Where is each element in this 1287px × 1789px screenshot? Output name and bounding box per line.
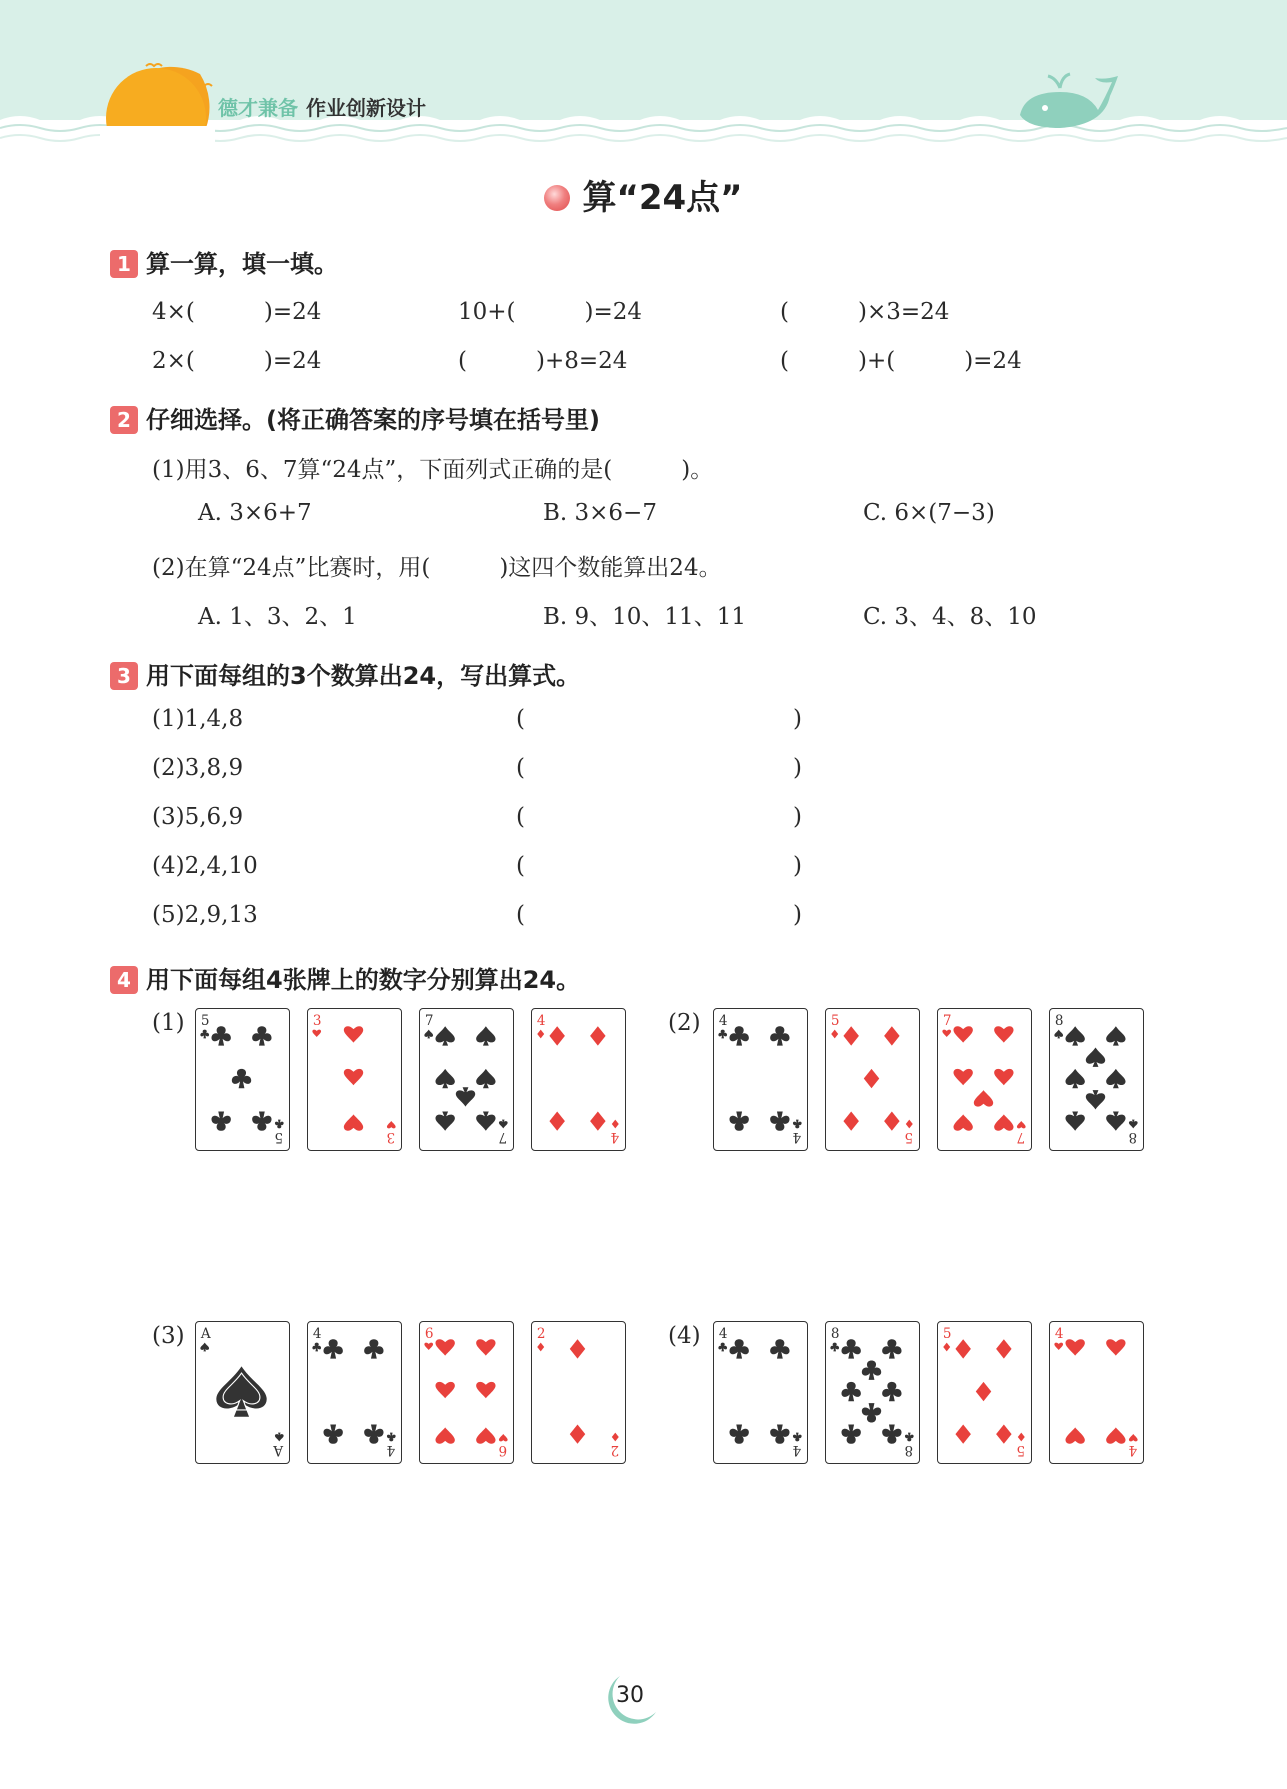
q4-group-label-4: (4) bbox=[668, 1323, 701, 1349]
diamond-icon bbox=[976, 1382, 991, 1401]
club-icon bbox=[862, 1403, 881, 1422]
playing-card-1-1 bbox=[195, 1008, 290, 1151]
card-rank-top: A bbox=[200, 1326, 211, 1343]
card-rank-bottom: 4 bbox=[610, 1128, 620, 1145]
spade-icon bbox=[1065, 1111, 1084, 1130]
q3-item-2: (2)3,8,9 bbox=[152, 755, 244, 781]
playing-card-3-1 bbox=[195, 1321, 290, 1464]
spade-icon bbox=[476, 1069, 495, 1088]
card-face bbox=[714, 1322, 806, 1462]
club-icon bbox=[364, 1339, 383, 1358]
q3-number: 3 bbox=[110, 662, 138, 690]
club-icon bbox=[770, 1026, 789, 1045]
club-icon bbox=[841, 1424, 860, 1443]
card-rank-top: 6 bbox=[424, 1326, 434, 1343]
club-icon bbox=[364, 1424, 383, 1443]
heart-icon bbox=[312, 1030, 321, 1037]
diamond-icon bbox=[537, 1343, 544, 1352]
heart-icon bbox=[387, 1121, 396, 1128]
playing-card-4-4 bbox=[1049, 1321, 1144, 1464]
diamond-icon bbox=[943, 1343, 950, 1352]
heart-icon bbox=[953, 1069, 972, 1085]
q1-heading-text: 算一算，填一填。 bbox=[146, 250, 338, 278]
playing-card-1-2 bbox=[307, 1008, 402, 1151]
q4-group-label-2: (2) bbox=[668, 1010, 701, 1036]
q2-sub1-option-c: C. 6×(7−3) bbox=[863, 500, 995, 526]
card-rank-top: 7 bbox=[942, 1013, 952, 1030]
q2-sub2-option-b: B. 9、10、11、11 bbox=[543, 604, 746, 630]
heart-icon bbox=[1106, 1339, 1125, 1355]
card-rank-bottom: 7 bbox=[1016, 1128, 1026, 1145]
club-icon bbox=[200, 1030, 209, 1039]
diamond-icon bbox=[612, 1433, 619, 1442]
card-rank-top: 4 bbox=[718, 1013, 728, 1030]
q3-paren-open-5: ( bbox=[516, 902, 525, 928]
club-icon bbox=[862, 1361, 881, 1380]
heart-icon bbox=[1017, 1121, 1026, 1128]
q3-paren-close-1: ) bbox=[793, 706, 802, 732]
spade-icon bbox=[1106, 1069, 1125, 1088]
q1-item-6: ( )+( )=24 bbox=[780, 348, 1022, 374]
card-rank-top: 4 bbox=[536, 1013, 546, 1030]
card-rank-top: 4 bbox=[1054, 1326, 1064, 1343]
card-rank-bottom: 5 bbox=[1016, 1441, 1026, 1458]
q3-paren-close-5: ) bbox=[793, 902, 802, 928]
card-face bbox=[938, 1322, 1030, 1462]
heart-icon bbox=[1129, 1434, 1138, 1441]
card-rank-top: 4 bbox=[312, 1326, 322, 1343]
diamond-icon bbox=[570, 1339, 585, 1358]
heart-icon bbox=[499, 1434, 508, 1441]
q1-item-2: 10+( )=24 bbox=[458, 299, 643, 325]
card-face bbox=[532, 1009, 624, 1149]
spade-icon bbox=[435, 1111, 454, 1130]
diamond-icon bbox=[955, 1424, 970, 1443]
heart-icon bbox=[476, 1382, 495, 1398]
q3-paren-close-3: ) bbox=[793, 804, 802, 830]
club-icon bbox=[387, 1433, 396, 1442]
diamond-icon bbox=[864, 1069, 879, 1088]
q3-paren-open-2: ( bbox=[516, 755, 525, 781]
club-icon bbox=[770, 1424, 789, 1443]
club-icon bbox=[312, 1343, 321, 1352]
card-face bbox=[714, 1009, 806, 1149]
heart-icon bbox=[994, 1026, 1013, 1042]
club-icon bbox=[882, 1382, 901, 1401]
q3-item-3: (3)5,6,9 bbox=[152, 804, 244, 830]
heart-icon bbox=[424, 1343, 433, 1350]
card-rank-top: 4 bbox=[718, 1326, 728, 1343]
card-face bbox=[826, 1322, 918, 1462]
card-face bbox=[826, 1009, 918, 1149]
club-icon bbox=[830, 1343, 839, 1352]
diamond-icon bbox=[570, 1424, 585, 1443]
spade-icon bbox=[1086, 1048, 1105, 1067]
q3-item-5: (5)2,9,13 bbox=[152, 902, 258, 928]
card-rank-bottom: 7 bbox=[498, 1128, 508, 1145]
diamond-icon bbox=[884, 1026, 899, 1045]
diamond-icon bbox=[831, 1030, 838, 1039]
club-icon bbox=[729, 1026, 748, 1045]
spade-icon bbox=[1065, 1026, 1084, 1045]
heart-icon bbox=[476, 1427, 495, 1443]
heart-icon bbox=[1065, 1427, 1084, 1443]
page-title bbox=[0, 170, 1287, 219]
club-icon bbox=[323, 1339, 342, 1358]
club-icon bbox=[841, 1339, 860, 1358]
diamond-icon bbox=[590, 1026, 605, 1045]
card-face bbox=[420, 1009, 512, 1149]
card-rank-bottom: 4 bbox=[792, 1441, 802, 1458]
playing-card-3-3 bbox=[419, 1321, 514, 1464]
card-face bbox=[196, 1322, 288, 1462]
diamond-icon bbox=[955, 1339, 970, 1358]
q4-heading bbox=[110, 960, 580, 995]
card-face bbox=[1050, 1009, 1142, 1149]
q4-number: 4 bbox=[110, 966, 138, 994]
heart-icon bbox=[435, 1339, 454, 1355]
heart-icon bbox=[344, 1069, 363, 1085]
card-face bbox=[1050, 1322, 1142, 1462]
club-icon bbox=[882, 1424, 901, 1443]
diamond-icon bbox=[590, 1111, 605, 1130]
spade-icon bbox=[456, 1087, 475, 1106]
q2-sub1-option-b: B. 3×6−7 bbox=[543, 500, 657, 526]
spade-icon bbox=[1106, 1026, 1125, 1045]
q1-heading bbox=[110, 244, 338, 279]
diamond-icon bbox=[906, 1120, 913, 1129]
q1-item-4: 2×( )=24 bbox=[152, 348, 322, 374]
heart-icon bbox=[953, 1026, 972, 1042]
q1-item-5: ( )+8=24 bbox=[458, 348, 628, 374]
playing-card-1-4 bbox=[531, 1008, 626, 1151]
club-icon bbox=[729, 1339, 748, 1358]
playing-card-4-2 bbox=[825, 1321, 920, 1464]
card-rank-bottom: 5 bbox=[274, 1128, 284, 1145]
header-decoration bbox=[0, 0, 1287, 150]
card-face bbox=[308, 1009, 400, 1149]
card-rank-top: 2 bbox=[536, 1326, 546, 1343]
brand-part2: 作业创新设计 bbox=[306, 96, 426, 120]
playing-card-2-1 bbox=[713, 1008, 808, 1151]
club-icon bbox=[793, 1120, 802, 1129]
club-icon bbox=[252, 1111, 271, 1130]
q4-group-label-1: (1) bbox=[152, 1010, 185, 1036]
title-bullet-icon bbox=[544, 185, 570, 211]
spade-icon bbox=[1129, 1120, 1138, 1129]
spade-icon bbox=[435, 1026, 454, 1045]
q3-heading-text: 用下面每组的3个数算出24，写出算式。 bbox=[146, 662, 581, 690]
spade-icon bbox=[499, 1120, 508, 1129]
q3-paren-close-2: ) bbox=[793, 755, 802, 781]
card-rank-bottom: 4 bbox=[792, 1128, 802, 1145]
spade-icon bbox=[275, 1433, 284, 1442]
card-rank-top: 5 bbox=[942, 1326, 952, 1343]
page-number bbox=[600, 1670, 660, 1730]
q3-paren-open-4: ( bbox=[516, 853, 525, 879]
spade-icon bbox=[200, 1343, 209, 1352]
heart-icon bbox=[435, 1427, 454, 1443]
spade-icon bbox=[1106, 1111, 1125, 1130]
card-rank-bottom: 5 bbox=[904, 1128, 914, 1145]
card-rank-bottom: 4 bbox=[386, 1441, 396, 1458]
q1-number: 1 bbox=[110, 250, 138, 278]
playing-card-2-2 bbox=[825, 1008, 920, 1151]
club-icon bbox=[770, 1339, 789, 1358]
playing-card-2-3 bbox=[937, 1008, 1032, 1151]
heart-icon bbox=[1054, 1343, 1063, 1350]
card-rank-bottom: 8 bbox=[1128, 1128, 1138, 1145]
card-rank-bottom: 8 bbox=[904, 1441, 914, 1458]
card-face bbox=[532, 1322, 624, 1462]
playing-card-3-4 bbox=[531, 1321, 626, 1464]
club-icon bbox=[275, 1120, 284, 1129]
card-face bbox=[420, 1322, 512, 1462]
card-rank-top: 3 bbox=[312, 1013, 322, 1030]
spade-icon bbox=[1086, 1090, 1105, 1109]
club-icon bbox=[729, 1111, 748, 1130]
card-rank-bottom: 6 bbox=[498, 1441, 508, 1458]
q2-sub2-option-a: A. 1、3、2、1 bbox=[198, 604, 357, 630]
heart-icon bbox=[1065, 1339, 1084, 1355]
card-rank-bottom: 4 bbox=[1128, 1441, 1138, 1458]
playing-card-3-2 bbox=[307, 1321, 402, 1464]
club-icon bbox=[323, 1424, 342, 1443]
playing-card-1-3 bbox=[419, 1008, 514, 1151]
card-rank-top: 8 bbox=[830, 1326, 840, 1343]
club-icon bbox=[793, 1433, 802, 1442]
card-face bbox=[938, 1009, 1030, 1149]
q2-sub1: (1)用3、6、7算“24点”，下面列式正确的是( )。 bbox=[152, 457, 714, 483]
q1-item-1: 4×( )=24 bbox=[152, 299, 322, 325]
playing-card-2-4 bbox=[1049, 1008, 1144, 1151]
heart-icon bbox=[942, 1030, 951, 1037]
diamond-icon bbox=[843, 1026, 858, 1045]
spade-icon bbox=[435, 1069, 454, 1088]
club-icon bbox=[252, 1026, 271, 1045]
q3-item-1: (1)1,4,8 bbox=[152, 706, 244, 732]
heart-icon bbox=[476, 1339, 495, 1355]
spade-icon bbox=[1054, 1030, 1063, 1039]
heart-icon bbox=[344, 1026, 363, 1042]
q4-heading-text: 用下面每组4张牌上的数字分别算出24。 bbox=[146, 966, 581, 994]
diamond-icon bbox=[612, 1120, 619, 1129]
card-rank-top: 8 bbox=[1054, 1013, 1064, 1030]
q2-number: 2 bbox=[110, 406, 138, 434]
club-icon bbox=[718, 1343, 727, 1352]
club-icon bbox=[882, 1339, 901, 1358]
q3-item-4: (4)2,4,10 bbox=[152, 853, 258, 879]
heart-icon bbox=[1106, 1427, 1125, 1443]
club-icon bbox=[841, 1382, 860, 1401]
card-rank-bottom: A bbox=[273, 1441, 284, 1458]
card-rank-bottom: 3 bbox=[386, 1128, 396, 1145]
q2-heading-text: 仔细选择。(将正确答案的序号填在括号里) bbox=[146, 406, 600, 434]
diamond-icon bbox=[549, 1111, 564, 1130]
title-text: 算“24点” bbox=[582, 178, 743, 218]
heart-icon bbox=[953, 1114, 972, 1130]
q4-group-label-3: (3) bbox=[152, 1323, 185, 1349]
heart-icon bbox=[974, 1090, 993, 1106]
page-number-text: 30 bbox=[616, 1683, 644, 1708]
card-rank-top: 5 bbox=[200, 1013, 210, 1030]
diamond-icon bbox=[843, 1111, 858, 1130]
card-face bbox=[196, 1009, 288, 1149]
playing-card-4-1 bbox=[713, 1321, 808, 1464]
card-rank-top: 7 bbox=[424, 1013, 434, 1030]
diamond-icon bbox=[996, 1424, 1011, 1443]
club-icon bbox=[729, 1424, 748, 1443]
card-rank-bottom: 2 bbox=[610, 1441, 620, 1458]
q3-paren-open-1: ( bbox=[516, 706, 525, 732]
q3-paren-close-4: ) bbox=[793, 853, 802, 879]
heart-icon bbox=[435, 1382, 454, 1398]
card-rank-top: 5 bbox=[830, 1013, 840, 1030]
q1-item-3: ( )×3=24 bbox=[780, 299, 950, 325]
heart-icon bbox=[344, 1114, 363, 1130]
club-icon bbox=[905, 1433, 914, 1442]
diamond-icon bbox=[537, 1030, 544, 1039]
club-icon bbox=[770, 1111, 789, 1130]
spade-icon bbox=[424, 1030, 433, 1039]
diamond-icon bbox=[996, 1339, 1011, 1358]
brand-text bbox=[218, 92, 426, 121]
club-icon bbox=[718, 1030, 727, 1039]
heart-icon bbox=[994, 1069, 1013, 1085]
club-icon bbox=[232, 1069, 251, 1088]
page-header bbox=[0, 0, 1287, 150]
q3-paren-open-3: ( bbox=[516, 804, 525, 830]
diamond-icon bbox=[549, 1026, 564, 1045]
q2-sub2-option-c: C. 3、4、8、10 bbox=[863, 604, 1037, 630]
q2-heading bbox=[110, 400, 600, 435]
diamond-icon bbox=[1018, 1433, 1025, 1442]
spade-icon bbox=[476, 1026, 495, 1045]
spade-icon bbox=[476, 1111, 495, 1130]
q3-heading bbox=[110, 656, 580, 691]
brand-part1: 德才兼备 bbox=[218, 96, 298, 120]
club-icon bbox=[211, 1026, 230, 1045]
card-face bbox=[308, 1322, 400, 1462]
q2-sub2: (2)在算“24点”比赛时，用( )这四个数能算出24。 bbox=[152, 555, 722, 581]
playing-card-4-3 bbox=[937, 1321, 1032, 1464]
diamond-icon bbox=[884, 1111, 899, 1130]
spade-icon bbox=[1065, 1069, 1084, 1088]
heart-icon bbox=[994, 1114, 1013, 1130]
club-icon bbox=[211, 1111, 230, 1130]
q2-sub1-option-a: A. 3×6+7 bbox=[198, 500, 312, 526]
